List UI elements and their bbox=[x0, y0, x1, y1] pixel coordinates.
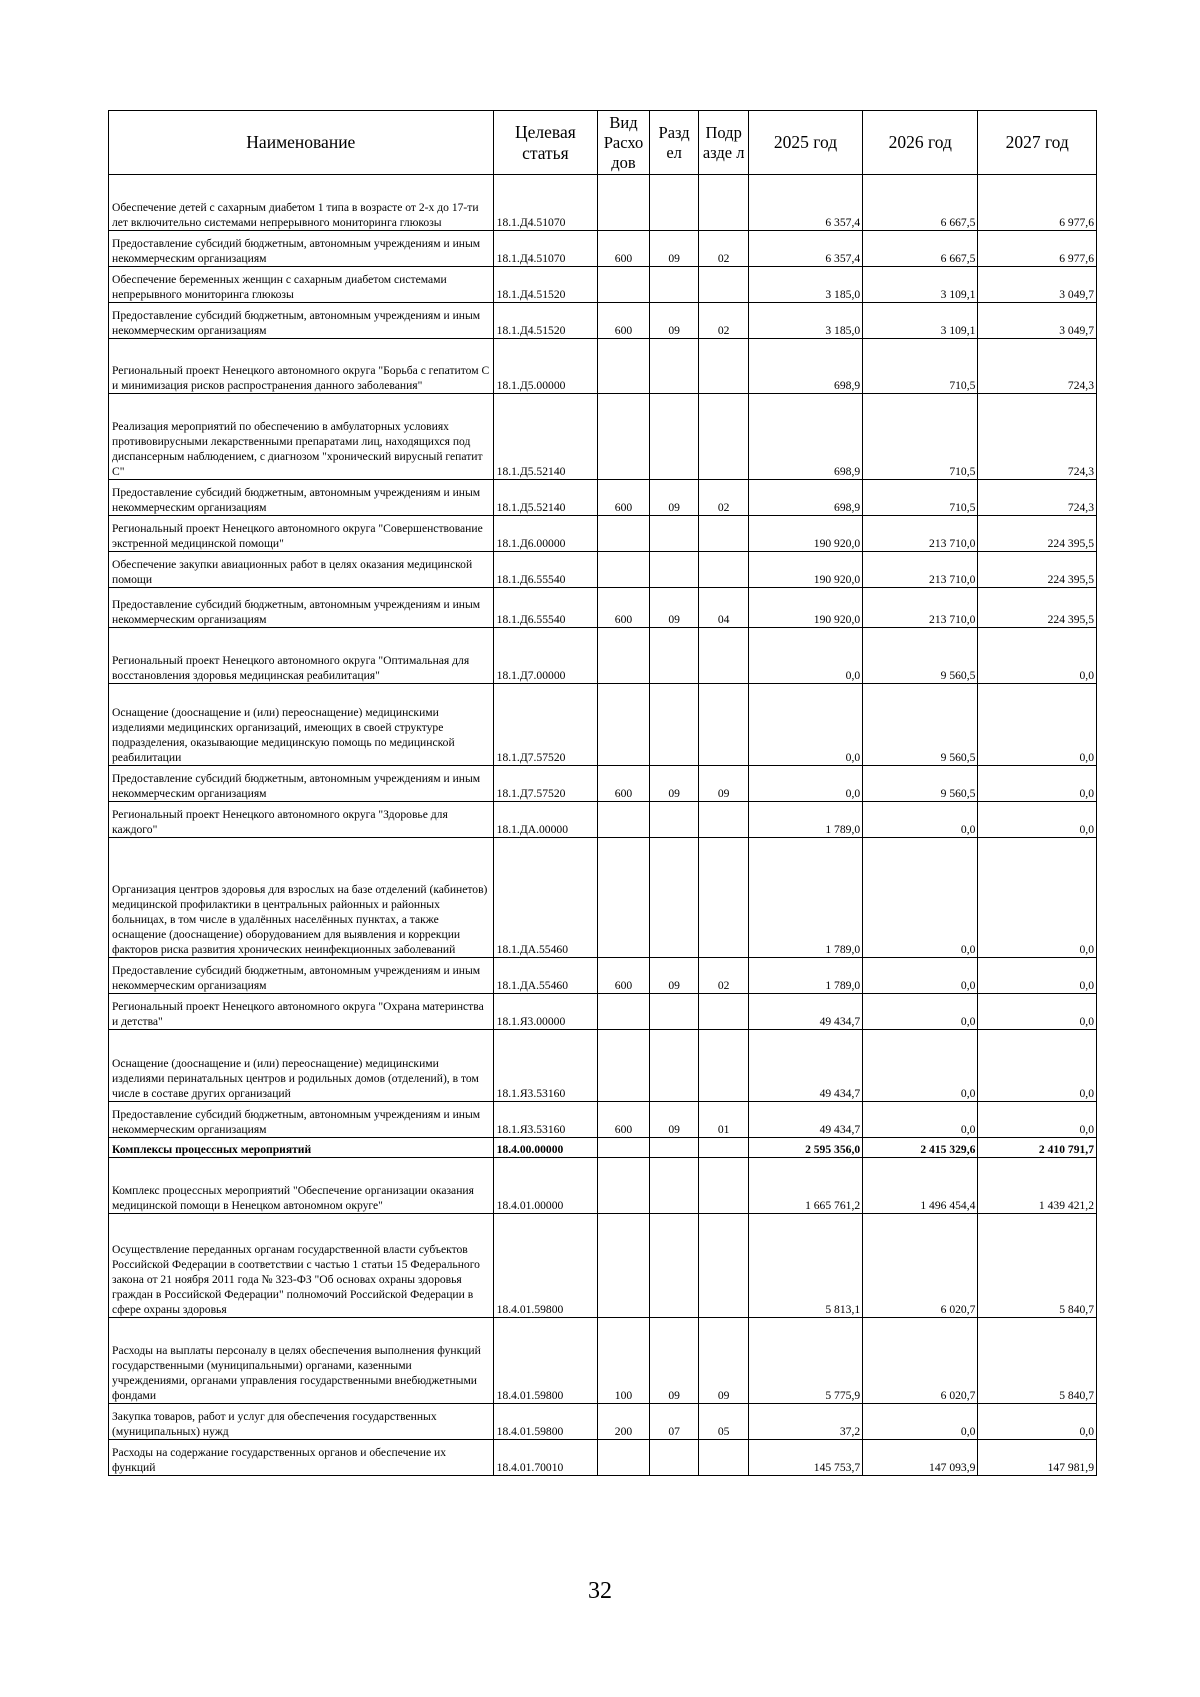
table-row bbox=[109, 684, 1097, 766]
row-2025-cell: 6 357,4 bbox=[748, 231, 862, 267]
row-target-article-cell: 18.1.Д7.00000 bbox=[493, 628, 598, 684]
row-2026-cell: 0,0 bbox=[863, 1404, 978, 1440]
row-expense-type-cell bbox=[598, 838, 650, 958]
row-2026-cell: 0,0 bbox=[863, 994, 978, 1030]
table-row bbox=[109, 480, 1097, 516]
row-2026-cell: 0,0 bbox=[863, 1030, 978, 1102]
table-row bbox=[109, 1158, 1097, 1214]
row-target-article-cell: 18.1.Д6.00000 bbox=[493, 516, 598, 552]
row-2027-cell: 0,0 bbox=[978, 958, 1097, 994]
table-row bbox=[109, 1440, 1097, 1476]
row-2025-cell: 698,9 bbox=[748, 394, 862, 480]
table-row bbox=[109, 394, 1097, 480]
row-expense-type-cell bbox=[598, 1030, 650, 1102]
row-2025-cell: 3 185,0 bbox=[748, 267, 862, 303]
row-expense-type-cell: 600 bbox=[598, 1102, 650, 1138]
row-subsection-cell: 09 bbox=[699, 1318, 749, 1404]
row-2027-cell: 0,0 bbox=[978, 628, 1097, 684]
row-section-cell: 09 bbox=[649, 766, 699, 802]
row-2026-cell: 0,0 bbox=[863, 1102, 978, 1138]
row-2025-cell: 5 775,9 bbox=[748, 1318, 862, 1404]
table-row bbox=[109, 1214, 1097, 1318]
row-name-cell: Обеспечение закупки авиационных работ в целях оказания медицинской помощи bbox=[109, 552, 494, 588]
table-row bbox=[109, 516, 1097, 552]
row-subsection-cell bbox=[699, 1440, 749, 1476]
table-row bbox=[109, 1030, 1097, 1102]
row-section-cell: 09 bbox=[649, 303, 699, 339]
row-2025-cell: 49 434,7 bbox=[748, 1102, 862, 1138]
row-2027-cell: 724,3 bbox=[978, 480, 1097, 516]
table-row bbox=[109, 1404, 1097, 1440]
header-section: Разд ел bbox=[649, 111, 699, 175]
row-target-article-cell: 18.1.Д4.51070 bbox=[493, 231, 598, 267]
row-2026-cell: 6 020,7 bbox=[863, 1318, 978, 1404]
row-section-cell bbox=[649, 339, 699, 394]
header-year-2027: 2027 год bbox=[978, 111, 1097, 175]
row-2027-cell: 5 840,7 bbox=[978, 1214, 1097, 1318]
row-target-article-cell: 18.4.01.70010 bbox=[493, 1440, 598, 1476]
table-row bbox=[109, 838, 1097, 958]
row-2027-cell: 0,0 bbox=[978, 766, 1097, 802]
row-2026-cell: 9 560,5 bbox=[863, 628, 978, 684]
table-row bbox=[109, 802, 1097, 838]
row-2027-cell: 0,0 bbox=[978, 684, 1097, 766]
row-2027-cell: 3 049,7 bbox=[978, 267, 1097, 303]
row-subsection-cell bbox=[699, 552, 749, 588]
row-2025-cell: 190 920,0 bbox=[748, 552, 862, 588]
row-subsection-cell: 02 bbox=[699, 303, 749, 339]
table-row bbox=[109, 1318, 1097, 1404]
row-name-cell: Предоставление субсидий бюджетным, автономным учреждениям и иным некоммерческим организациям bbox=[109, 588, 494, 628]
row-target-article-cell: 18.1.Я3.53160 bbox=[493, 1030, 598, 1102]
row-2025-cell: 1 665 761,2 bbox=[748, 1158, 862, 1214]
row-2025-cell: 6 357,4 bbox=[748, 175, 862, 231]
table-row bbox=[109, 766, 1097, 802]
row-name-cell: Осуществление переданных органам государственной власти субъектов Российской Федерации в соответствии с частью 1 статьи 15 Федерального закона от 21 ноября 2011 года № 323-ФЗ "Об основах охраны здоровья граждан в Российской Федерации" полномочий Российской Федерации в сфере охраны здоровья bbox=[109, 1214, 494, 1318]
row-section-cell: 09 bbox=[649, 1318, 699, 1404]
row-expense-type-cell: 600 bbox=[598, 766, 650, 802]
row-2026-cell: 9 560,5 bbox=[863, 684, 978, 766]
row-name-cell: Оснащение (дооснащение и (или) переоснащение) медицинскими изделиями медицинских организаций, имеющих в своей структуре подразделения, оказывающие медицинскую помощь по медицинской реабилитации bbox=[109, 684, 494, 766]
row-name-cell: Организация центров здоровья для взрослых на базе отделений (кабинетов) медицинской профилактики в центральных районных и районных больницах, в том числе в удалённых населённых пунктах, а также оснащение (дооснащение) оборудованием для выявления и коррекции факторов риска развития хронических неинфекционных заболеваний bbox=[109, 838, 494, 958]
row-2027-cell: 0,0 bbox=[978, 1404, 1097, 1440]
row-target-article-cell: 18.1.Д7.57520 bbox=[493, 766, 598, 802]
row-expense-type-cell bbox=[598, 516, 650, 552]
row-section-cell bbox=[649, 175, 699, 231]
row-2026-cell: 213 710,0 bbox=[863, 552, 978, 588]
row-expense-type-cell bbox=[598, 339, 650, 394]
table-row bbox=[109, 175, 1097, 231]
table-row bbox=[109, 1102, 1097, 1138]
row-target-article-cell: 18.1.Я3.00000 bbox=[493, 994, 598, 1030]
header-year-2026: 2026 год bbox=[863, 111, 978, 175]
row-expense-type-cell bbox=[598, 175, 650, 231]
row-2025-cell: 3 185,0 bbox=[748, 303, 862, 339]
row-2026-cell: 1 496 454,4 bbox=[863, 1158, 978, 1214]
header-target-article: Целевая статья bbox=[493, 111, 598, 175]
row-2026-cell: 710,5 bbox=[863, 480, 978, 516]
row-subsection-cell bbox=[699, 516, 749, 552]
row-2026-cell: 213 710,0 bbox=[863, 516, 978, 552]
row-2025-cell: 145 753,7 bbox=[748, 1440, 862, 1476]
row-subsection-cell bbox=[699, 802, 749, 838]
row-target-article-cell: 18.1.Д6.55540 bbox=[493, 588, 598, 628]
row-section-cell bbox=[649, 1214, 699, 1318]
table-row bbox=[109, 267, 1097, 303]
row-expense-type-cell: 600 bbox=[598, 588, 650, 628]
row-name-cell: Предоставление субсидий бюджетным, автономным учреждениям и иным некоммерческим организациям bbox=[109, 766, 494, 802]
row-section-cell bbox=[649, 628, 699, 684]
row-2026-cell: 9 560,5 bbox=[863, 766, 978, 802]
row-subsection-cell bbox=[699, 994, 749, 1030]
row-subsection-cell bbox=[699, 339, 749, 394]
row-expense-type-cell bbox=[598, 1138, 650, 1158]
table-row bbox=[109, 303, 1097, 339]
row-subsection-cell bbox=[699, 838, 749, 958]
table-row bbox=[109, 588, 1097, 628]
row-2025-cell: 190 920,0 bbox=[748, 516, 862, 552]
row-expense-type-cell bbox=[598, 1214, 650, 1318]
row-2025-cell: 5 813,1 bbox=[748, 1214, 862, 1318]
row-section-cell bbox=[649, 1030, 699, 1102]
row-2026-cell: 147 093,9 bbox=[863, 1440, 978, 1476]
table-row bbox=[109, 552, 1097, 588]
row-name-cell: Региональный проект Ненецкого автономного округа "Борьба с гепатитом С и минимизация рисков распространения данного заболевания" bbox=[109, 339, 494, 394]
row-target-article-cell: 18.1.Д5.00000 bbox=[493, 339, 598, 394]
row-subsection-cell: 04 bbox=[699, 588, 749, 628]
table-row bbox=[109, 994, 1097, 1030]
row-2027-cell: 0,0 bbox=[978, 802, 1097, 838]
row-expense-type-cell: 600 bbox=[598, 958, 650, 994]
row-name-cell: Обеспечение детей с сахарным диабетом 1 типа в возрасте от 2-х до 17-ти лет включительно системами непрерывного мониторинга глюкозы bbox=[109, 175, 494, 231]
row-2027-cell: 1 439 421,2 bbox=[978, 1158, 1097, 1214]
row-target-article-cell: 18.1.Д6.55540 bbox=[493, 552, 598, 588]
row-2027-cell: 2 410 791,7 bbox=[978, 1138, 1097, 1158]
row-expense-type-cell bbox=[598, 802, 650, 838]
row-2025-cell: 698,9 bbox=[748, 339, 862, 394]
row-2025-cell: 190 920,0 bbox=[748, 588, 862, 628]
row-section-cell: 09 bbox=[649, 480, 699, 516]
budget-table bbox=[108, 110, 1097, 1476]
row-expense-type-cell bbox=[598, 552, 650, 588]
row-subsection-cell bbox=[699, 394, 749, 480]
row-subsection-cell: 02 bbox=[699, 958, 749, 994]
row-section-cell bbox=[649, 838, 699, 958]
row-target-article-cell: 18.1.ДА.00000 bbox=[493, 802, 598, 838]
row-2025-cell: 698,9 bbox=[748, 480, 862, 516]
row-target-article-cell: 18.1.Д4.51070 bbox=[493, 175, 598, 231]
row-section-cell: 09 bbox=[649, 1102, 699, 1138]
header-year-2025: 2025 год bbox=[748, 111, 862, 175]
row-name-cell: Предоставление субсидий бюджетным, автономным учреждениям и иным некоммерческим организациям bbox=[109, 303, 494, 339]
row-subsection-cell bbox=[699, 1030, 749, 1102]
row-2025-cell: 0,0 bbox=[748, 684, 862, 766]
row-section-cell bbox=[649, 394, 699, 480]
row-2025-cell: 0,0 bbox=[748, 628, 862, 684]
row-subsection-cell bbox=[699, 1138, 749, 1158]
row-target-article-cell: 18.1.Д4.51520 bbox=[493, 267, 598, 303]
row-target-article-cell: 18.4.01.00000 bbox=[493, 1158, 598, 1214]
row-target-article-cell: 18.1.Д5.52140 bbox=[493, 394, 598, 480]
table-body bbox=[109, 175, 1097, 1476]
row-2025-cell: 0,0 bbox=[748, 766, 862, 802]
row-2025-cell: 49 434,7 bbox=[748, 994, 862, 1030]
row-expense-type-cell: 200 bbox=[598, 1404, 650, 1440]
row-target-article-cell: 18.1.Я3.53160 bbox=[493, 1102, 598, 1138]
row-expense-type-cell bbox=[598, 628, 650, 684]
row-2026-cell: 6 667,5 bbox=[863, 175, 978, 231]
row-2026-cell: 6 667,5 bbox=[863, 231, 978, 267]
row-2027-cell: 147 981,9 bbox=[978, 1440, 1097, 1476]
row-expense-type-cell bbox=[598, 994, 650, 1030]
row-section-cell: 07 bbox=[649, 1404, 699, 1440]
row-section-cell: 09 bbox=[649, 231, 699, 267]
row-2026-cell: 6 020,7 bbox=[863, 1214, 978, 1318]
header-name: Наименование bbox=[109, 111, 494, 175]
header-subsection: Подр азде л bbox=[699, 111, 749, 175]
row-subsection-cell bbox=[699, 684, 749, 766]
row-subsection-cell bbox=[699, 1158, 749, 1214]
row-expense-type-cell: 600 bbox=[598, 303, 650, 339]
row-2027-cell: 0,0 bbox=[978, 838, 1097, 958]
row-expense-type-cell bbox=[598, 394, 650, 480]
row-subsection-cell: 09 bbox=[699, 766, 749, 802]
row-2027-cell: 224 395,5 bbox=[978, 516, 1097, 552]
row-name-cell: Реализация мероприятий по обеспечению в амбулаторных условиях противовирусными лекарственными препаратами лиц, находящихся под диспансерным наблюдением, с диагнозом "хронический вирусный гепатит С" bbox=[109, 394, 494, 480]
row-section-cell bbox=[649, 552, 699, 588]
row-name-cell: Региональный проект Ненецкого автономного округа "Оптимальная для восстановления здоровья медицинская реабилитация" bbox=[109, 628, 494, 684]
row-2025-cell: 2 595 356,0 bbox=[748, 1138, 862, 1158]
row-section-cell: 09 bbox=[649, 958, 699, 994]
row-name-cell: Предоставление субсидий бюджетным, автономным учреждениям и иным некоммерческим организациям bbox=[109, 1102, 494, 1138]
row-2026-cell: 3 109,1 bbox=[863, 267, 978, 303]
row-2026-cell: 0,0 bbox=[863, 838, 978, 958]
row-2027-cell: 6 977,6 bbox=[978, 175, 1097, 231]
row-2025-cell: 1 789,0 bbox=[748, 838, 862, 958]
row-name-cell: Предоставление субсидий бюджетным, автономным учреждениям и иным некоммерческим организациям bbox=[109, 958, 494, 994]
row-2027-cell: 224 395,5 bbox=[978, 552, 1097, 588]
row-2025-cell: 1 789,0 bbox=[748, 958, 862, 994]
row-expense-type-cell bbox=[598, 267, 650, 303]
row-2026-cell: 710,5 bbox=[863, 339, 978, 394]
row-2027-cell: 5 840,7 bbox=[978, 1318, 1097, 1404]
table-row bbox=[109, 1138, 1097, 1158]
page-number: 32 bbox=[588, 1578, 612, 1604]
row-target-article-cell: 18.1.Д4.51520 bbox=[493, 303, 598, 339]
header-expense-type: Вид Расхо дов bbox=[598, 111, 650, 175]
row-subsection-cell bbox=[699, 628, 749, 684]
row-expense-type-cell: 100 bbox=[598, 1318, 650, 1404]
table-header-row bbox=[109, 111, 1097, 175]
row-target-article-cell: 18.4.01.59800 bbox=[493, 1404, 598, 1440]
row-target-article-cell: 18.1.Д5.52140 bbox=[493, 480, 598, 516]
table-row bbox=[109, 628, 1097, 684]
row-expense-type-cell: 600 bbox=[598, 231, 650, 267]
row-subsection-cell bbox=[699, 175, 749, 231]
row-section-cell bbox=[649, 1138, 699, 1158]
row-2026-cell: 213 710,0 bbox=[863, 588, 978, 628]
row-subsection-cell: 02 bbox=[699, 480, 749, 516]
row-2027-cell: 0,0 bbox=[978, 1102, 1097, 1138]
row-2027-cell: 724,3 bbox=[978, 394, 1097, 480]
row-target-article-cell: 18.1.ДА.55460 bbox=[493, 838, 598, 958]
row-2026-cell: 2 415 329,6 bbox=[863, 1138, 978, 1158]
table-row bbox=[109, 958, 1097, 994]
row-name-cell: Региональный проект Ненецкого автономного округа "Совершенствование экстренной медицинской помощи" bbox=[109, 516, 494, 552]
row-2025-cell: 37,2 bbox=[748, 1404, 862, 1440]
row-target-article-cell: 18.4.00.00000 bbox=[493, 1138, 598, 1158]
row-name-cell: Оснащение (дооснащение и (или) переоснащение) медицинскими изделиями перинатальных центров и родильных домов (отделений), в том числе в составе других организаций bbox=[109, 1030, 494, 1102]
row-expense-type-cell bbox=[598, 684, 650, 766]
row-subsection-cell bbox=[699, 267, 749, 303]
row-target-article-cell: 18.1.ДА.55460 bbox=[493, 958, 598, 994]
row-expense-type-cell: 600 bbox=[598, 480, 650, 516]
row-name-cell: Комплекс процессных мероприятий "Обеспечение организации оказания медицинской помощи в Ненецком автономном округе" bbox=[109, 1158, 494, 1214]
row-section-cell: 09 bbox=[649, 588, 699, 628]
row-section-cell bbox=[649, 1440, 699, 1476]
row-name-cell: Комплексы процессных мероприятий bbox=[109, 1138, 494, 1158]
row-2027-cell: 0,0 bbox=[978, 1030, 1097, 1102]
row-target-article-cell: 18.4.01.59800 bbox=[493, 1214, 598, 1318]
row-section-cell bbox=[649, 1158, 699, 1214]
row-section-cell bbox=[649, 684, 699, 766]
row-name-cell: Региональный проект Ненецкого автономного округа "Здоровье для каждого" bbox=[109, 802, 494, 838]
row-name-cell: Закупка товаров, работ и услуг для обеспечения государственных (муниципальных) нужд bbox=[109, 1404, 494, 1440]
row-name-cell: Региональный проект Ненецкого автономного округа "Охрана материнства и детства" bbox=[109, 994, 494, 1030]
row-2025-cell: 1 789,0 bbox=[748, 802, 862, 838]
row-name-cell: Расходы на содержание государственных органов и обеспечение их функций bbox=[109, 1440, 494, 1476]
row-2026-cell: 0,0 bbox=[863, 958, 978, 994]
row-expense-type-cell bbox=[598, 1158, 650, 1214]
row-subsection-cell: 05 bbox=[699, 1404, 749, 1440]
row-2026-cell: 3 109,1 bbox=[863, 303, 978, 339]
row-2027-cell: 6 977,6 bbox=[978, 231, 1097, 267]
row-2027-cell: 224 395,5 bbox=[978, 588, 1097, 628]
row-target-article-cell: 18.4.01.59800 bbox=[493, 1318, 598, 1404]
row-name-cell: Предоставление субсидий бюджетным, автономным учреждениям и иным некоммерческим организациям bbox=[109, 480, 494, 516]
budget-table-sheet bbox=[108, 110, 1097, 1476]
row-subsection-cell: 01 bbox=[699, 1102, 749, 1138]
row-expense-type-cell bbox=[598, 1440, 650, 1476]
row-target-article-cell: 18.1.Д7.57520 bbox=[493, 684, 598, 766]
table-row bbox=[109, 231, 1097, 267]
row-section-cell bbox=[649, 802, 699, 838]
row-2026-cell: 710,5 bbox=[863, 394, 978, 480]
row-section-cell bbox=[649, 267, 699, 303]
row-section-cell bbox=[649, 516, 699, 552]
row-subsection-cell bbox=[699, 1214, 749, 1318]
table-row bbox=[109, 339, 1097, 394]
row-section-cell bbox=[649, 994, 699, 1030]
row-2027-cell: 724,3 bbox=[978, 339, 1097, 394]
row-subsection-cell: 02 bbox=[699, 231, 749, 267]
row-name-cell: Обеспечение беременных женщин с сахарным диабетом системами непрерывного мониторинга глюкозы bbox=[109, 267, 494, 303]
row-2025-cell: 49 434,7 bbox=[748, 1030, 862, 1102]
row-2027-cell: 3 049,7 bbox=[978, 303, 1097, 339]
row-2027-cell: 0,0 bbox=[978, 994, 1097, 1030]
row-2026-cell: 0,0 bbox=[863, 802, 978, 838]
row-name-cell: Предоставление субсидий бюджетным, автономным учреждениям и иным некоммерческим организациям bbox=[109, 231, 494, 267]
row-name-cell: Расходы на выплаты персоналу в целях обеспечения выполнения функций государственными (муниципальными) органами, казенными учреждениями, органами управления государственными внебюджетными фондами bbox=[109, 1318, 494, 1404]
